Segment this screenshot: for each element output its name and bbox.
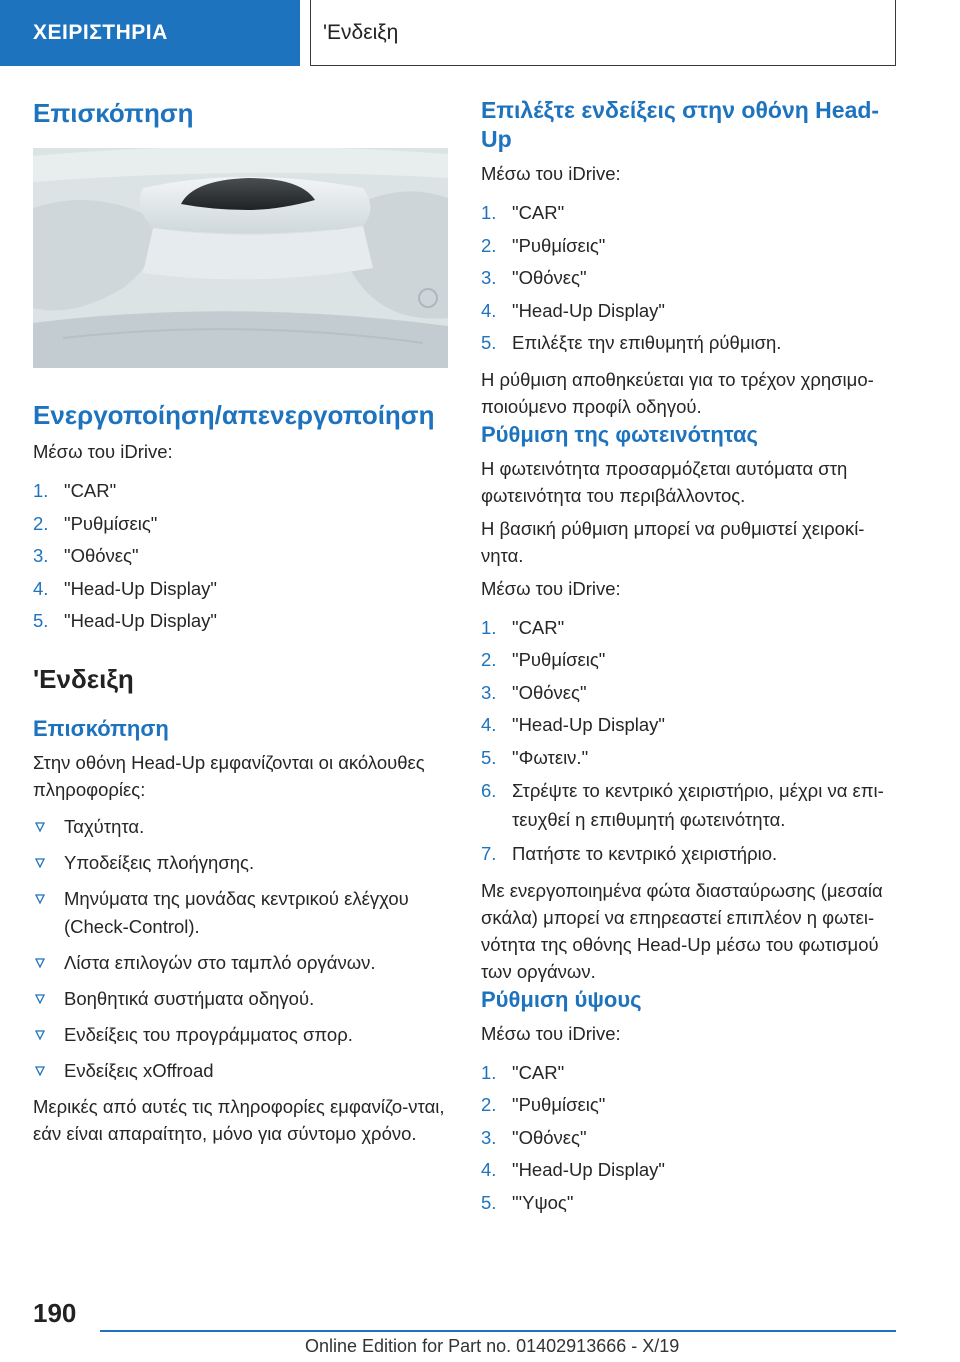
height-heading: Ρύθμιση ύψους xyxy=(481,986,642,1012)
list-item: 4. "Head-Up Display" xyxy=(33,577,217,599)
list-item: Ενδείξεις του προγράμματος σπορ. xyxy=(33,1021,448,1049)
list-item: 4. "Head-Up Display" xyxy=(481,1159,665,1180)
list-item: Ταχύτητα. xyxy=(33,813,448,841)
display-bullets xyxy=(33,813,448,1085)
list-item: 4. "Head-Up Display" xyxy=(481,299,665,321)
display-note: Μερικές από αυτές τις πληροφορίες εμφανίζο-νται, εάν είναι απαραίτητο, μόνο για σύντομο χρόνο. xyxy=(33,1095,445,1144)
select-steps xyxy=(481,197,896,360)
activation-steps xyxy=(33,475,448,638)
list-item: 7. Πατήστε το κεντρικό χειριστήριο. xyxy=(481,843,778,864)
edition-note: Online Edition for Part no. 01402913666 - X/19 xyxy=(305,1336,680,1356)
height-intro: Μέσω του iDrive: xyxy=(481,1022,621,1044)
triangle-bullet-icon xyxy=(35,858,45,868)
list-item: 3. "Οθόνες" xyxy=(481,267,587,288)
activation-intro: Μέσω του iDrive: xyxy=(33,441,173,462)
height-steps xyxy=(481,1057,896,1220)
brightness-note: Με ενεργοποιημένα φώτα διασταύρωσης (μεσαία σκάλα) μπορεί να επηρεαστεί επιπλέον η φωτει-νότητα της οθόνης Head-Up μέσω του φωτισμού των οργάνων. xyxy=(481,879,883,982)
brightness-steps xyxy=(481,612,896,871)
list-item: 1. "CAR" xyxy=(481,616,565,638)
overview-heading: Επισκόπηση xyxy=(33,98,194,128)
select-note: Η ρύθμιση αποθηκεύεται για το τρέχον χρησιμο-ποιούμενο προφίλ οδηγού. xyxy=(481,368,874,417)
list-item: 3. "Οθόνες" xyxy=(481,1126,587,1148)
footer-divider xyxy=(100,1330,896,1332)
list-item: 1. "CAR" xyxy=(481,1061,565,1083)
triangle-bullet-icon xyxy=(35,994,45,1004)
list-item: 2. "Ρυθμίσεις" xyxy=(481,234,606,256)
list-item: 5. "Head-Up Display" xyxy=(33,610,217,631)
right-column xyxy=(481,96,896,1219)
display-overview-heading: Επισκόπηση xyxy=(33,715,169,741)
list-item: 2. "Ρυθμίσεις" xyxy=(481,1094,606,1115)
display-heading: 'Ενδειξη xyxy=(33,663,134,694)
section-tab: ΧΕΙΡΙΣΤΗΡΙΑ xyxy=(0,0,300,66)
list-item: 4. "Head-Up Display" xyxy=(481,714,665,735)
activation-heading: Ενεργοποίηση/απενεργοποίηση xyxy=(33,400,435,430)
triangle-bullet-icon xyxy=(35,894,45,904)
triangle-bullet-icon xyxy=(35,1030,45,1040)
brightness-paragraph-1: Η φωτεινότητα προσαρμόζεται αυτόματα στη φωτεινότητα του περιβάλλοντος. xyxy=(481,457,848,506)
list-item: 5. "'Υψος" xyxy=(481,1191,574,1213)
list-item: Ενδείξεις xOffroad xyxy=(33,1057,448,1085)
list-item: Βοηθητικά συστήματα οδηγού. xyxy=(33,985,448,1013)
brightness-intro: Μέσω του iDrive: xyxy=(481,577,621,599)
brightness-heading: Ρύθμιση της φωτεινότητας xyxy=(481,421,758,447)
list-item: 3. "Οθόνες" xyxy=(481,681,587,703)
list-item: 5. Επιλέξτε την επιθυμητή ρύθμιση. xyxy=(481,332,782,353)
list-item: Υποδείξεις πλοήγησης. xyxy=(33,849,448,877)
triangle-bullet-icon xyxy=(35,958,45,968)
list-item: 2. "Ρυθμίσεις" xyxy=(33,512,158,534)
select-heading: Επιλέξτε ενδείξεις στην οθόνη Head-Up xyxy=(481,97,880,152)
list-item: 2. "Ρυθμίσεις" xyxy=(481,649,606,670)
page-number: 190 xyxy=(33,1298,77,1328)
triangle-bullet-icon xyxy=(35,1066,45,1076)
list-item: Μηνύματα της μονάδας κεντρικού ελέγχου (Check-Control). xyxy=(33,885,448,941)
list-item: 3. "Οθόνες" xyxy=(33,545,139,566)
display-intro: Στην οθόνη Head-Up εμφανίζονται οι ακόλουθες πληροφορίες: xyxy=(33,751,425,800)
list-item: 1. "CAR" xyxy=(481,202,565,223)
head-up-display-illustration xyxy=(33,148,448,368)
brightness-paragraph-2: Η βασική ρύθμιση μπορεί να ρυθμιστεί χειροκί-νητα. xyxy=(481,517,865,566)
left-column xyxy=(33,96,448,1147)
list-item: 5. "Φωτειν." xyxy=(481,746,589,768)
page-header xyxy=(0,0,960,66)
list-item: Λίστα επιλογών στο ταμπλό οργάνων. xyxy=(33,949,448,977)
list-item: 1. "CAR" xyxy=(33,480,117,501)
head-up-display-photo xyxy=(33,148,448,368)
topic-tab: 'Ενδειξη xyxy=(310,0,896,66)
select-intro: Μέσω του iDrive: xyxy=(481,163,621,184)
list-item: 6. Στρέψτε το κεντρικό χειριστήριο, μέχρι να επι-τευχθεί η επιθυμητή φωτεινότητα. xyxy=(481,780,884,830)
triangle-bullet-icon xyxy=(35,822,45,832)
